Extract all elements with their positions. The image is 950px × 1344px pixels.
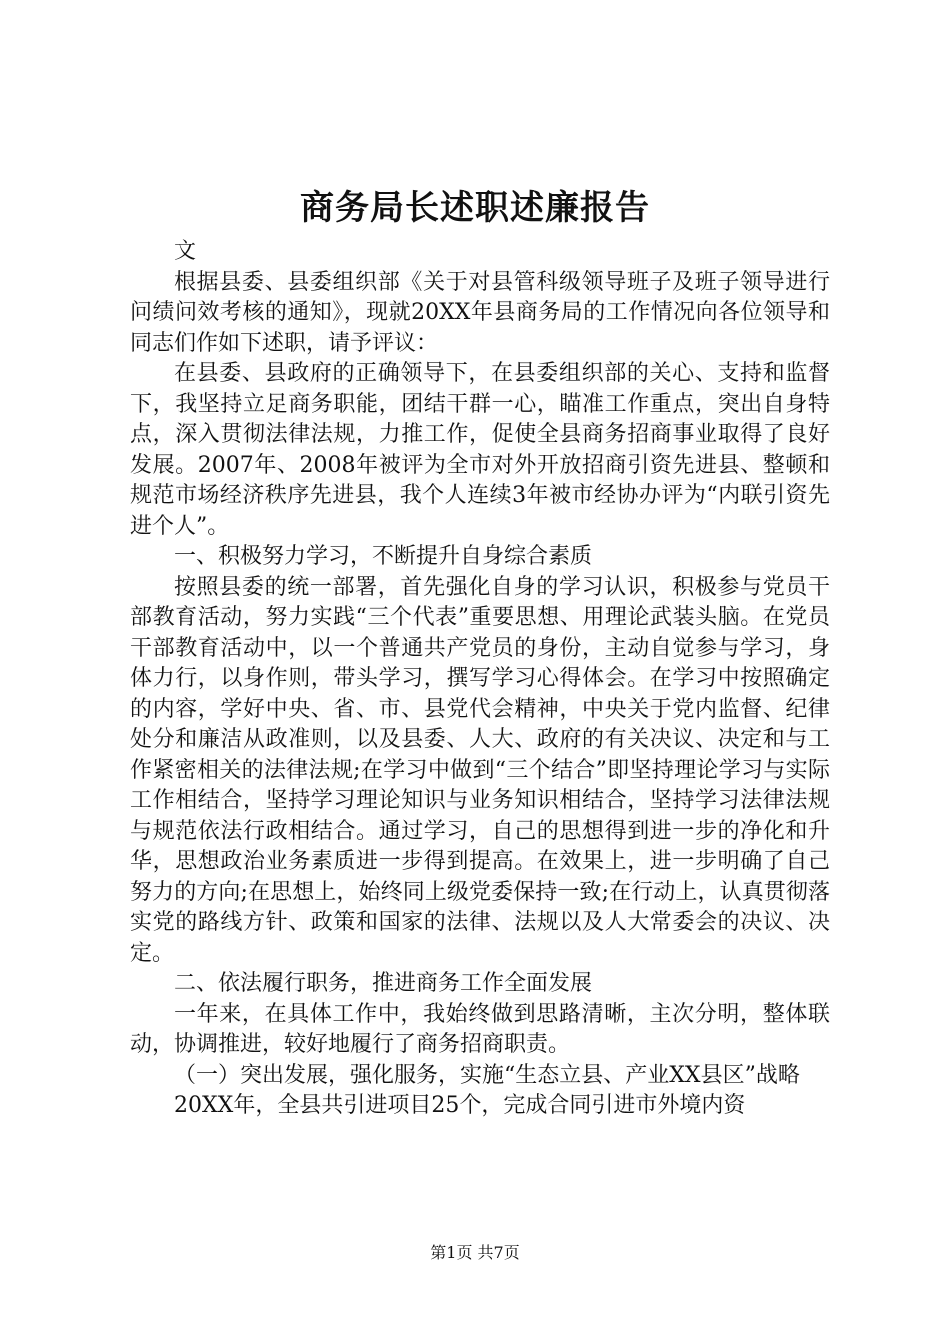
paragraph-overview: 在县委、县政府的正确领导下，在县委组织部的关心、支持和监督下，我坚持立足商务职能，团结干群一心，瞄准工作重点，突出自身特点，深入贯彻法律法规，力推工作，促使全县商务招商事业取得了良好发展。2007年、2008年被评为全市对外开放招商引资先进县、整顿和规范市场经济秩序先进县，我个人连续3年被市经协办评为“内联引资先进个人”。 <box>130 361 830 539</box>
paragraph-projects: 20XX年，全县共引进项目25个，完成合同引进市外境内资 <box>174 1093 746 1118</box>
page-footer <box>0 1243 950 1263</box>
paragraph-salutation: 文 <box>174 239 197 264</box>
page-total: 共7页 <box>477 1243 520 1262</box>
document-body <box>130 237 830 1122</box>
subsection-heading-1: （一）突出发展，强化服务，实施“生态立县、产业XX县区”战略 <box>174 1062 800 1088</box>
paragraph-duties: 一年来，在具体工作中，我始终做到思路清晰，主次分明，整体联动，协调推进，较好地履行了商务招商职责。 <box>130 1001 830 1057</box>
paragraph-intro: 根据县委、县委组织部《关于对县管科级领导班子及班子领导进行问绩问效考核的通知》，现就20XX年县商务局的工作情况向各位领导和同志们作如下述职，请予评议： <box>130 269 830 356</box>
page-number: 第1页 <box>430 1243 473 1262</box>
page-title: 商务局长述职述廉报告 <box>300 188 650 228</box>
paragraph-study: 按照县委的统一部署，首先强化自身的学习认识，积极参与党员干部教育活动，努力实践“三个代表”重要思想、用理论武装头脑。在党员干部教育活动中，以一个普通共产党员的身份，主动自觉参与学习，身体力行，以身作则，带头学习，撰写学习心得体会。在学习中按照确定的内容，学好中央、省、市、县党代会精神，中央关于党内监督、纪律处分和廉洁从政准则，以及县委、人大、政府的有关决议、决定和与工作紧密相关的法律法规;在学习中做到“三个结合”即坚持理论学习与实际工作相结合，坚持学习理论知识与业务知识相结合，坚持学习法律法规与规范依法行政相结合。通过学习，自己的思想得到进一步的净化和升华，思想政治业务素质进一步得到提高。在效果上，进一步明确了自己努力的方向;在思想上，始终同上级党委保持一致;在行动上，认真贯彻落实党的路线方针、政策和国家的法律、法规以及人大常委会的决议、决定。 <box>130 574 830 966</box>
section-heading-1: 一、积极努力学习，不断提升自身综合素质 <box>174 544 593 569</box>
section-heading-2: 二、依法履行职务，推进商务工作全面发展 <box>174 971 593 996</box>
